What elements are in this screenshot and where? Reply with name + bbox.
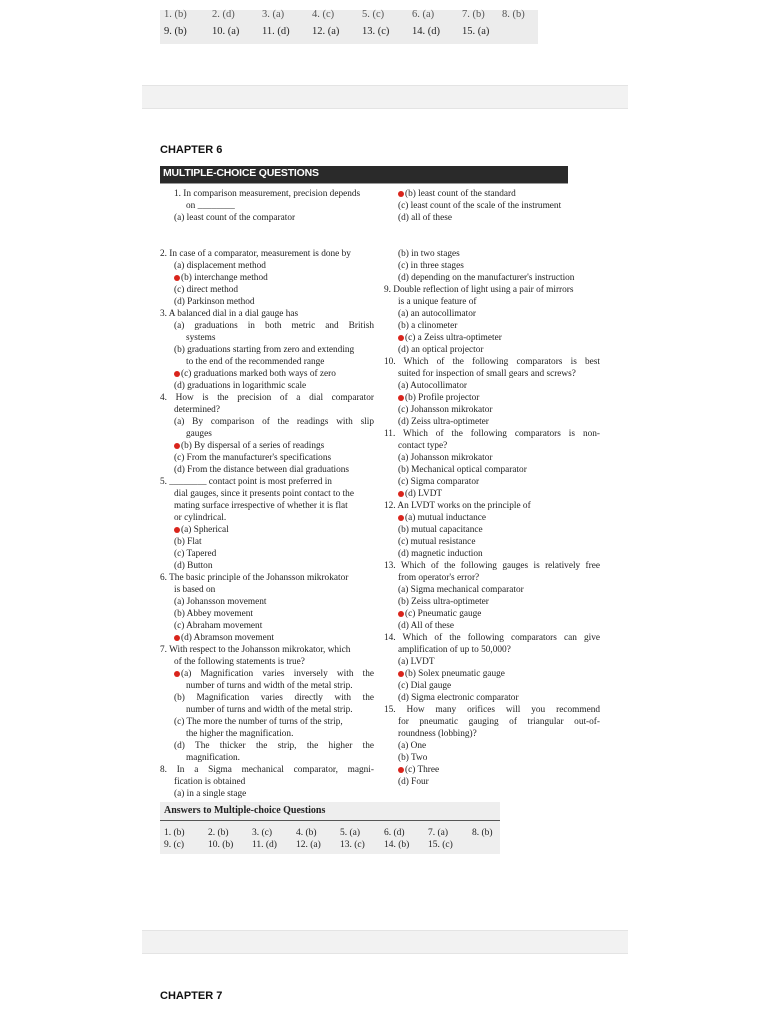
answer-item: 10. (b) [208,840,234,850]
selection-mark-icon [174,371,180,377]
option-line: (d) From the distance between dial graduations [174,465,350,475]
question-line: 7. With respect to the Johansson mikrokator, which [160,645,351,655]
answers-box [160,802,500,854]
option-line: (d) The thicker the strip, the higher the [174,741,374,751]
option-line: (d) Zeiss ultra-optimeter [398,417,489,427]
answer-item: 1. (b) [164,828,185,838]
question-line: 8. In a Sigma mechanical comparator, magni- [160,765,374,775]
chapter-6-label: CHAPTER 6 [160,144,223,156]
option-line: (d) Sigma electronic comparator [398,693,519,703]
option-line: (a) an autocollimator [398,309,476,319]
question-line: or cylindrical. [174,513,227,523]
option-line: (d) magnetic induction [398,549,483,559]
option-line: (b) graduations starting from zero and extending [174,345,355,355]
option-line: (b) By dispersal of a series of readings [160,440,374,452]
option-line: (a) By comparison of the readings with slip [174,417,374,427]
question-line: 15. How many orifices will you recommend [384,705,600,715]
answer-item: 2. (b) [208,828,229,838]
question-line: 9. Double reflection of light using a pair of mirrors [384,285,574,295]
selection-mark-icon [398,191,404,197]
option-line: (c) Abraham movement [174,621,263,631]
option-line: (a) graduations in both metric and British [174,321,374,331]
answers-divider [160,820,500,821]
answers-title: Answers to Multiple-choice Questions [164,805,326,816]
answer-item: 13. (c) [340,840,365,850]
answers-row-1 [164,828,493,838]
question-line: is a unique feature of [398,297,477,307]
option-line: (d) LVDT [384,488,600,500]
question-line: mating surface irrespective of whether it is flat [174,501,348,511]
answer-item: 7. (a) [428,828,449,838]
previous-answers-strip [160,10,538,44]
option-line: (d) depending on the manufacturer's instruction [398,273,575,283]
option-line: (b) Profile projector [384,392,600,404]
question-line: 11. Which of the following comparators is non- [384,429,600,439]
question-line: from operator's error? [398,573,480,583]
section-heading-bar [160,166,568,184]
option-line: (a) Johansson mikrokator [398,453,493,463]
question-line: 4. How is the precision of a dial comparator [160,393,374,403]
answer-item: 6. (a) [412,9,435,20]
option-line: (b) Magnification varies directly with the [174,693,374,703]
previous-answers-row-2 [164,26,489,37]
option-line: (b) Solex pneumatic gauge [384,668,600,680]
question-line: suited for inspection of small gears and screws? [398,369,576,379]
answer-item: 11. (d) [262,26,290,37]
selection-mark-icon [398,671,404,677]
answer-item: 5. (c) [362,9,385,20]
option-line: (c) direct method [174,285,239,295]
question-line: 12. An LVDT works on the principle of [384,501,531,511]
questions-left-column [160,188,374,800]
option-line: (b) Two [398,753,428,763]
questions-right-column [384,188,600,788]
chapter-7-label: CHAPTER 7 [160,990,223,1002]
answer-item: 2. (d) [212,9,235,20]
answer-item: 1. (b) [164,9,187,20]
option-line: (a) Spherical [160,524,374,536]
option-line: (d) Parkinson method [174,297,255,307]
option-line: (c) Johansson mikrokator [398,405,493,415]
option-line: (d) an optical projector [398,345,484,355]
option-line: (c) Dial gauge [398,681,452,691]
option-line: number of turns and width of the metal strip. [186,681,353,691]
option-line: (a) displacement method [174,261,266,271]
option-line: (c) Three [384,764,600,776]
question-line: 13. Which of the following gauges is relatively free [384,561,600,571]
selection-mark-icon [398,395,404,401]
option-line: (a) Autocollimator [398,381,467,391]
option-line: (a) Sigma mechanical comparator [398,585,524,595]
question-line: on ________ [186,201,235,211]
question-line: 3. A balanced dial in a dial gauge has [160,309,299,319]
selection-mark-icon [398,491,404,497]
answer-item: 3. (a) [262,9,285,20]
option-line: (d) Abramson movement [160,632,374,644]
option-line: (c) The more the number of turns of the strip, [174,717,343,727]
option-line: the higher the magnification. [186,729,294,739]
option-line: systems [186,333,216,343]
option-line: (d) all of these [398,213,452,223]
option-line: (c) Sigma comparator [398,477,480,487]
option-line: (c) mutual resistance [398,537,476,547]
selection-mark-icon [174,635,180,641]
selection-mark-icon [174,527,180,533]
question-line: 2. In case of a comparator, measurement is done by [160,249,351,259]
answer-item: 5. (a) [340,828,361,838]
answer-item: 12. (a) [312,26,340,37]
page-separator [142,85,628,109]
answer-item: 11. (d) [252,840,277,850]
answer-item: 13. (c) [362,26,390,37]
question-line: amplification of up to 50,000? [398,645,511,655]
answer-item: 4. (b) [296,828,317,838]
answer-item: 10. (a) [212,26,240,37]
option-line: (a) in a single stage [174,789,247,799]
option-line: number of turns and width of the metal strip. [186,705,353,715]
option-line: (d) Button [174,561,213,571]
option-line: (a) least count of the comparator [174,213,296,223]
question-line: 10. Which of the following comparators is best [384,357,600,367]
previous-answers-row-1 [164,9,525,20]
option-line: (c) least count of the scale of the instrument [398,201,562,211]
answer-item: 15. (a) [462,26,490,37]
answer-item: 6. (d) [384,828,405,838]
question-line: is based on [174,585,216,595]
answer-item: 3. (c) [252,828,273,838]
option-line: (a) One [398,741,427,751]
question-line: of the following statements is true? [174,657,305,667]
question-line: 14. Which of the following comparators can give [384,633,600,643]
question-line: for pneumatic gauging of triangular out-of- [398,717,600,727]
option-line: (b) a clinometer [398,321,458,331]
option-line: (a) Johansson movement [174,597,267,607]
option-line: (c) in three stages [398,261,464,271]
question-line: dial gauges, since it presents point contact to the [174,489,354,499]
option-line: to the end of the recommended range [186,357,325,367]
option-line: (b) interchange method [160,272,374,284]
question-line: 1. In comparison measurement, precision depends [174,189,361,199]
answer-item: 8. (b) [472,828,493,838]
option-line: (b) mutual capacitance [398,525,483,535]
answer-item: 12. (a) [296,840,321,850]
selection-mark-icon [174,275,180,281]
option-line: (c) graduations marked both ways of zero [160,368,374,380]
option-line: (d) Four [398,777,429,787]
question-line: 6. The basic principle of the Johansson mikrokator [160,573,349,583]
option-line: (c) From the manufacturer's specifications [174,453,332,463]
question-line: contact type? [398,441,448,451]
option-line: (a) mutual inductance [384,512,600,524]
answer-item: 9. (c) [164,840,185,850]
option-line: (d) graduations in logarithmic scale [174,381,307,391]
option-line: (c) Tapered [174,549,217,559]
option-line: (c) a Zeiss ultra-optimeter [384,332,600,344]
selection-mark-icon [398,515,404,521]
selection-mark-icon [398,767,404,773]
option-line: (a) Magnification varies inversely with the [160,668,374,680]
option-line: (b) Flat [174,537,202,547]
answers-row-2 [164,840,453,850]
option-line: (c) Pneumatic gauge [384,608,600,620]
answer-item: 14. (b) [384,840,410,850]
answer-item: 15. (c) [428,840,453,850]
question-line: 5. ________ contact point is most preferred in [160,477,332,487]
answer-item: 7. (b) [462,9,485,20]
option-line: (b) Zeiss ultra-optimeter [398,597,489,607]
page-separator [142,930,628,954]
section-heading: MULTIPLE-CHOICE QUESTIONS [163,167,319,179]
question-line: fication is obtained [174,777,246,787]
option-line: (b) Abbey movement [174,609,254,619]
selection-mark-icon [398,335,404,341]
option-line: (b) in two stages [398,249,460,259]
selection-mark-icon [174,671,180,677]
option-line: (b) least count of the standard [384,188,600,200]
option-line: magnification. [186,753,240,763]
answer-item: 14. (d) [412,26,440,37]
answer-item: 9. (b) [164,26,187,37]
option-line: (d) All of these [398,621,455,631]
question-line: determined? [174,405,220,415]
question-line: roundness (lobbing)? [398,729,477,739]
answer-item: 4. (c) [312,9,335,20]
option-line: (a) LVDT [398,657,435,667]
option-line: gauges [186,429,212,439]
answer-item: 8. (b) [502,9,525,20]
selection-mark-icon [398,611,404,617]
option-line: (b) Mechanical optical comparator [398,465,527,475]
selection-mark-icon [174,443,180,449]
